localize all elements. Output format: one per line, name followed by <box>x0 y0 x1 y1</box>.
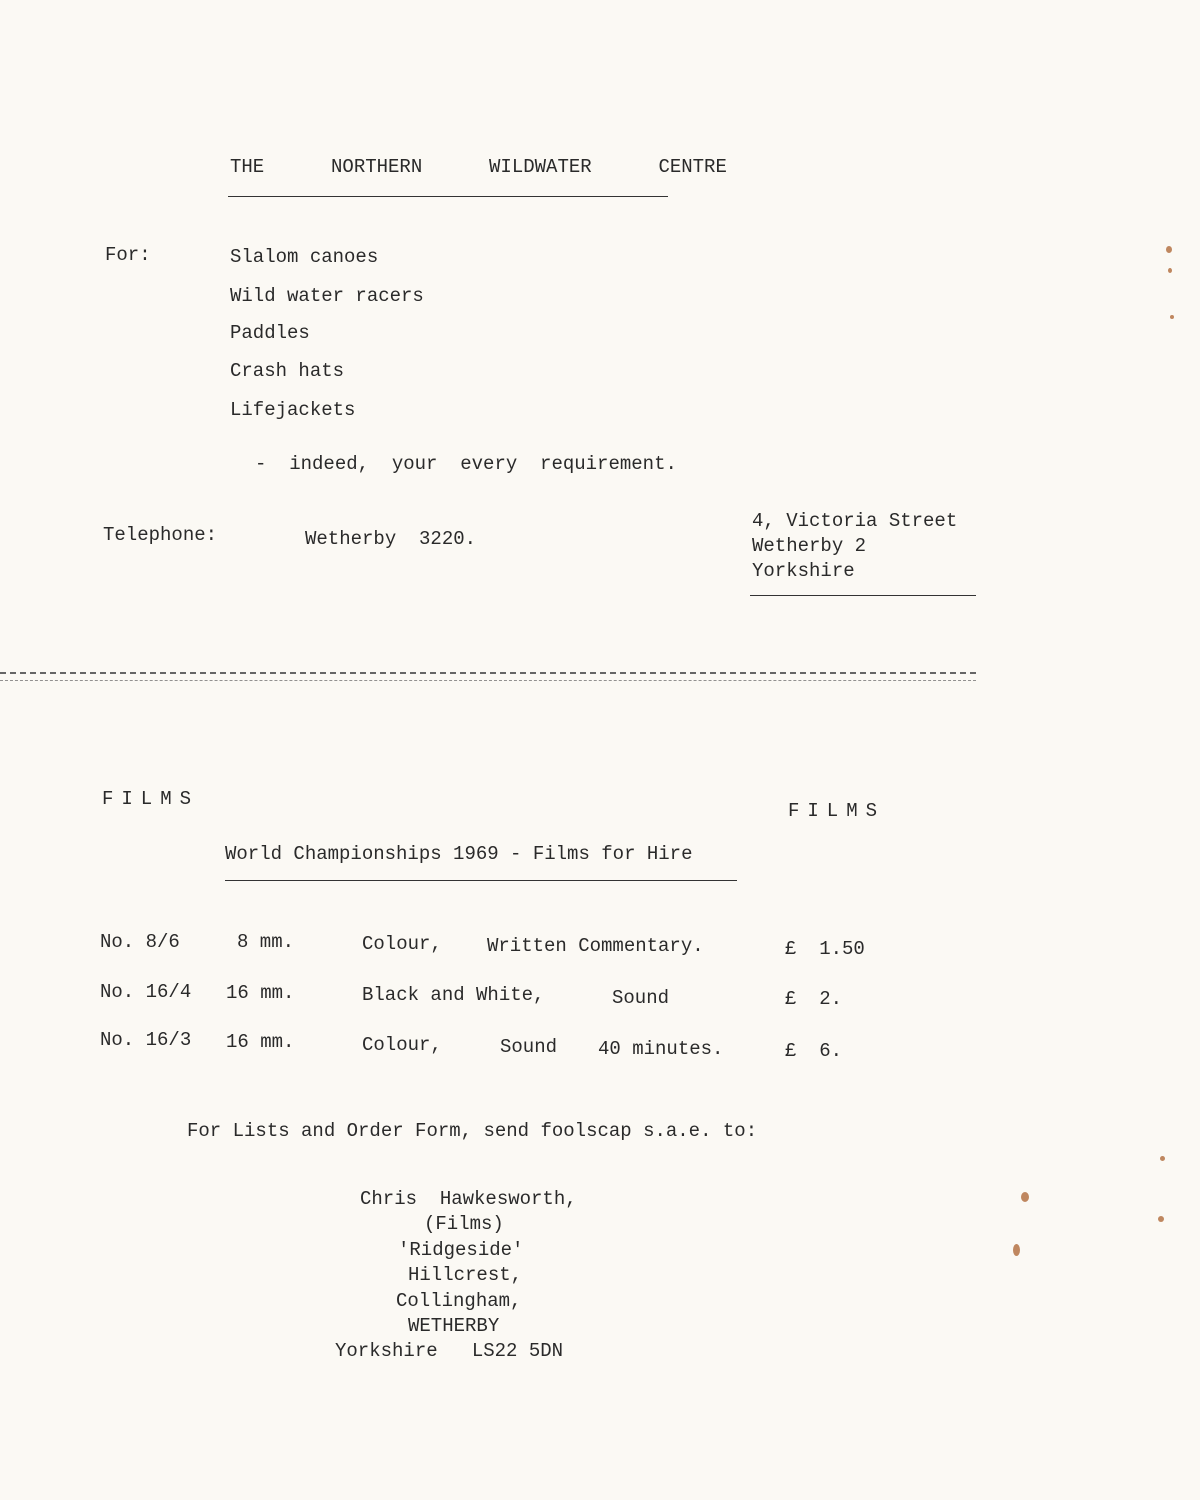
list-item: Paddles <box>230 322 310 344</box>
list-item: Crash hats <box>230 360 345 382</box>
film-detail: Sound <box>500 1036 558 1058</box>
film-size: 16 mm. <box>226 982 295 1004</box>
film-number: No. 8/6 <box>100 931 180 953</box>
contact-line: Chris Hawkesworth, <box>360 1188 577 1210</box>
film-number: No. 16/3 <box>100 1029 192 1051</box>
order-note: For Lists and Order Form, send foolscap s.a.e. to: <box>187 1120 758 1142</box>
stain-spot <box>1021 1192 1029 1202</box>
film-size: 8 mm. <box>237 931 295 953</box>
film-number: No. 16/4 <box>100 981 192 1003</box>
list-item: Slalom canoes <box>230 246 379 268</box>
film-duration: 40 minutes. <box>598 1038 724 1060</box>
film-price: £ 6. <box>785 1040 843 1062</box>
telephone-label: Telephone: <box>103 524 218 546</box>
address-line: Wetherby 2 <box>752 535 867 557</box>
address-line: Yorkshire <box>752 560 855 582</box>
address-underline <box>750 595 976 596</box>
contact-line: WETHERBY <box>408 1315 500 1337</box>
cut-line <box>0 672 976 674</box>
stain-spot <box>1170 315 1174 319</box>
contact-line: Hillcrest, <box>408 1264 523 1286</box>
film-detail: Written Commentary. <box>487 935 704 957</box>
page-title: THE NORTHERN WILDWATER CENTRE <box>230 156 727 178</box>
film-colour: Colour, <box>362 1034 442 1056</box>
films-heading-right: FILMS <box>788 800 886 822</box>
film-detail: Sound <box>612 987 670 1009</box>
list-item: Lifejackets <box>230 399 356 421</box>
subtitle-underline <box>225 880 737 881</box>
list-item: Wild water racers <box>230 285 424 307</box>
stain-spot <box>1168 268 1172 273</box>
tagline: - indeed, your every requirement. <box>255 453 677 475</box>
title-underline <box>228 196 668 197</box>
contact-line: Yorkshire LS22 5DN <box>335 1340 564 1362</box>
film-size: 16 mm. <box>226 1031 295 1053</box>
stain-spot <box>1160 1156 1165 1161</box>
film-colour: Colour, <box>362 933 442 955</box>
for-label: For: <box>105 244 151 266</box>
contact-line: Collingham, <box>396 1290 522 1312</box>
film-price: £ 2. <box>785 988 843 1010</box>
telephone-value: Wetherby 3220. <box>305 528 477 550</box>
stain-spot <box>1013 1244 1020 1256</box>
stain-spot <box>1158 1216 1164 1222</box>
stain-spot <box>1166 246 1172 253</box>
films-subtitle: World Championships 1969 - Films for Hire <box>225 843 693 865</box>
film-colour: Black and White, <box>362 984 545 1006</box>
cut-line <box>0 680 976 681</box>
contact-line: (Films) <box>424 1213 504 1235</box>
films-heading-left: FILMS <box>102 788 200 810</box>
contact-line: 'Ridgeside' <box>398 1239 524 1261</box>
film-price: £ 1.50 <box>785 938 865 960</box>
address-line: 4, Victoria Street <box>752 510 958 532</box>
